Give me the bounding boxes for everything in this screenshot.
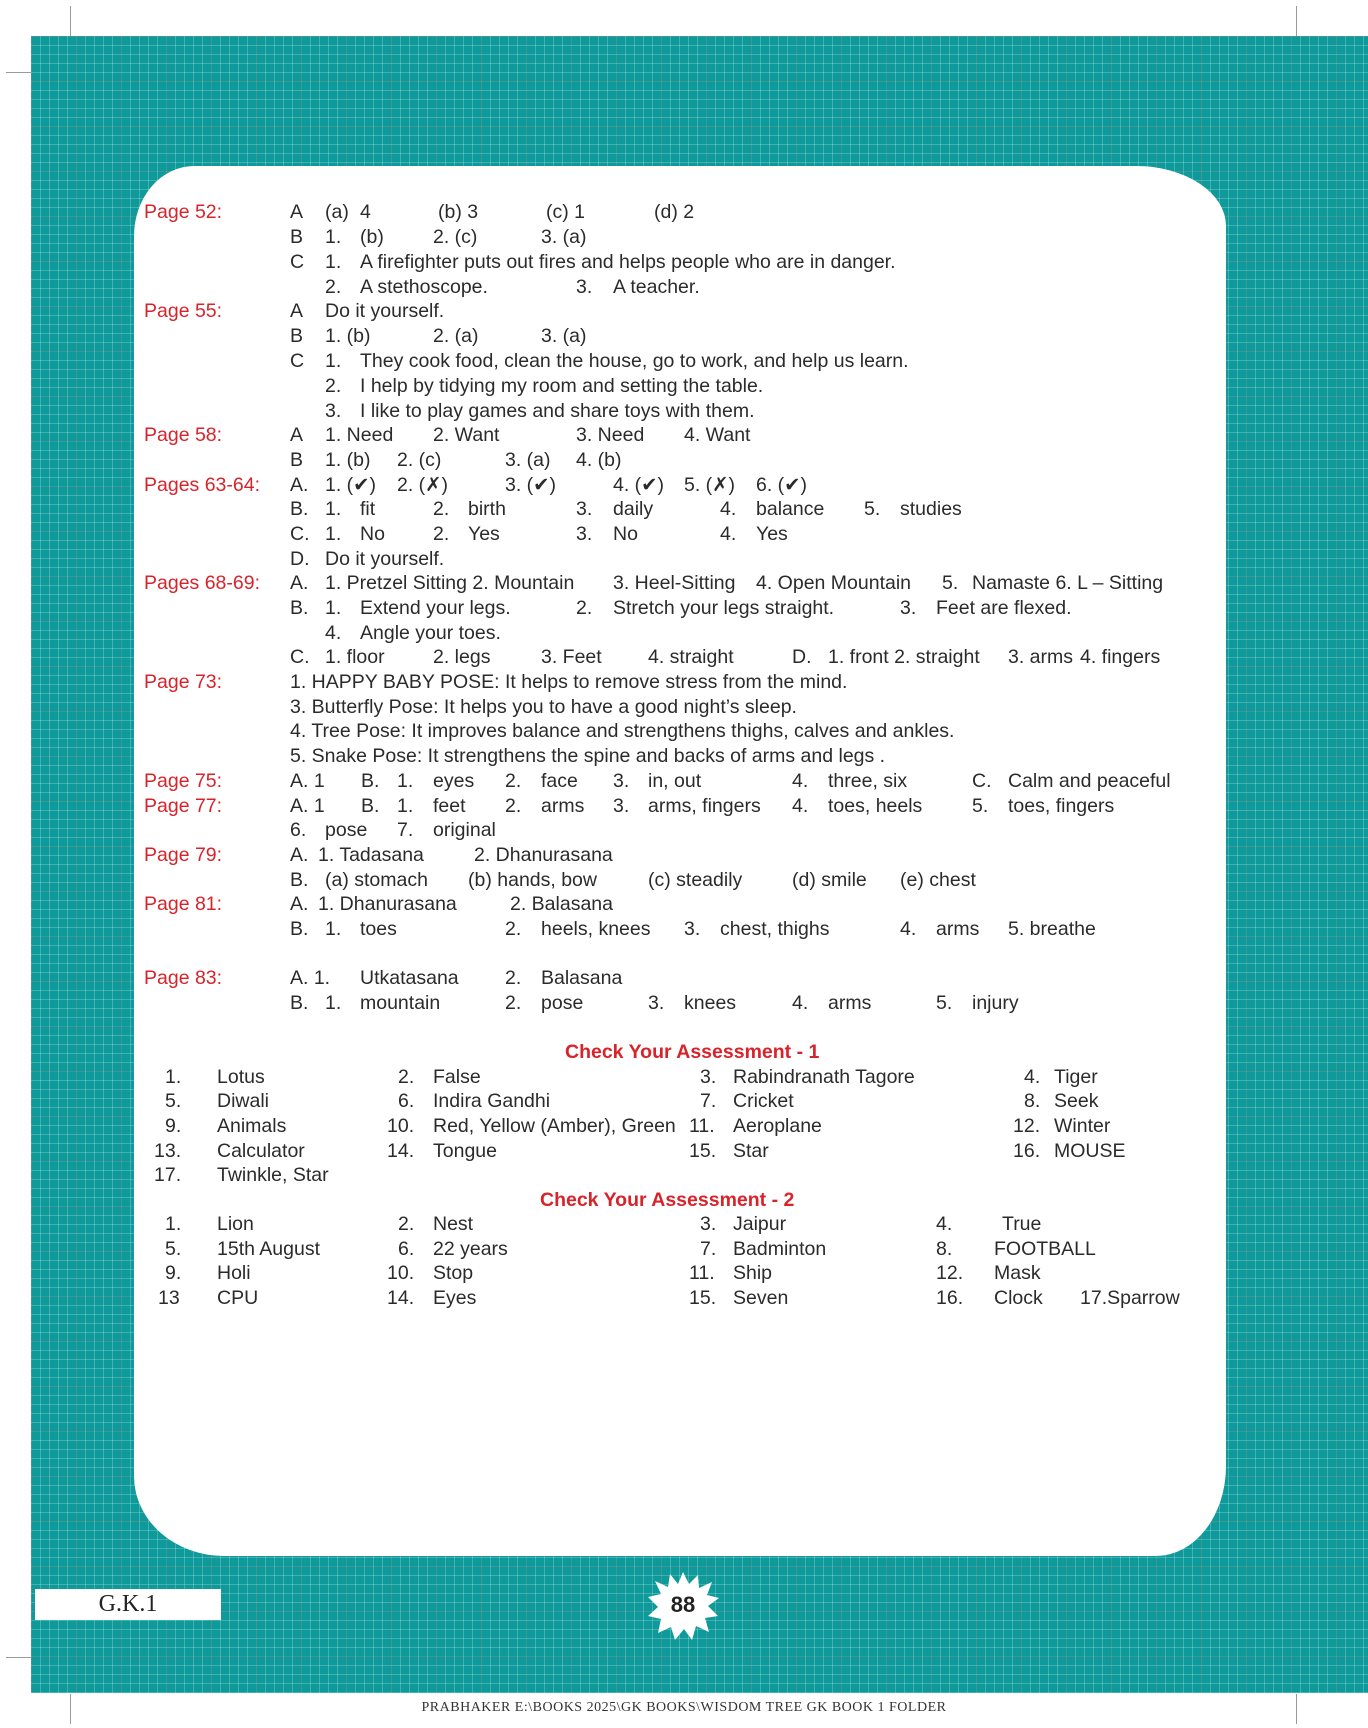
answer-cell: arms, fingers (648, 795, 761, 817)
print-line: PRABHAKER E:\BOOKS 2025\GK BOOKS\WISDOM TREE GK BOOK 1 FOLDER (421, 1700, 947, 1715)
answer-cell: 2. (325, 375, 342, 397)
answer-cell: 5. (942, 572, 959, 594)
assessment-heading: Check Your Assessment - 2 (540, 1189, 795, 1211)
answer-cell: 3. (613, 770, 630, 792)
answer-cell: balance (756, 498, 825, 520)
answer-cell: A (290, 424, 304, 446)
answer-cell: Winter (1054, 1115, 1111, 1137)
answer-cell: Seek (1054, 1090, 1099, 1112)
answer-cell: 3. (576, 498, 593, 520)
answer-cell: Indira Gandhi (433, 1090, 551, 1112)
answer-cell: 16. (1013, 1140, 1041, 1162)
answer-cell: Extend your legs. (360, 597, 511, 619)
book-label: G.K.1 (35, 1589, 221, 1620)
answer-cell: 1. (325, 992, 342, 1014)
answer-cell: 2. (505, 992, 522, 1014)
answer-cell: 5. (165, 1238, 182, 1260)
answer-cell: 4. Want (684, 424, 751, 446)
answer-cell: 9. (165, 1262, 182, 1284)
answer-cell: Twinkle, Star (217, 1164, 329, 1186)
assessment-heading: Check Your Assessment - 1 (565, 1041, 820, 1063)
answer-cell: A. (290, 844, 309, 866)
answer-cell: 6. (✔) (756, 474, 808, 496)
answer-cell: 1. (325, 350, 342, 372)
answer-cell: Eyes (433, 1287, 477, 1309)
answer-cell: C. (290, 523, 310, 545)
answer-cell: A stethoscope. (360, 276, 488, 298)
answer-cell: 3. arms (1008, 646, 1074, 668)
answer-cell: 2. (433, 498, 450, 520)
answer-cell: A. (290, 893, 309, 915)
answer-cell: arms (936, 918, 980, 940)
answer-cell: 2. legs (433, 646, 491, 668)
answer-cell: 22 years (433, 1238, 508, 1260)
answer-cell: C. (290, 646, 310, 668)
answer-cell: Clock (994, 1287, 1043, 1309)
page-label: Page 73: (144, 671, 223, 693)
answer-cell: B (290, 226, 304, 248)
answer-cell: 2. (505, 795, 522, 817)
answer-cell: 13 (158, 1287, 180, 1309)
answer-cell: birth (468, 498, 506, 520)
answer-cell: True (1002, 1213, 1042, 1235)
crop-mark (1296, 6, 1297, 36)
answer-cell: 2. (505, 967, 522, 989)
answer-cell: 7. (700, 1238, 717, 1260)
answer-cell: 3. Feet (541, 646, 602, 668)
answer-cell: 13. (154, 1140, 182, 1162)
answer-cell: A firefighter puts out fires and helps people who are in danger. (360, 251, 896, 273)
answer-cell: 1. Dhanurasana (318, 893, 457, 915)
answer-cell: 14. (387, 1140, 415, 1162)
answer-cell: A. (290, 474, 309, 496)
answer-cell: 3. (✔) (505, 474, 557, 496)
answer-cell: 12. (1013, 1115, 1041, 1137)
answer-cell: (d) smile (792, 869, 867, 891)
answer-cell: Star (733, 1140, 769, 1162)
answer-cell: 1. (b) (325, 325, 371, 347)
answer-cell: arms (541, 795, 585, 817)
answer-cell: Stop (433, 1262, 474, 1284)
answer-cell: No (613, 523, 638, 545)
answer-cell: Diwali (217, 1090, 270, 1112)
answer-cell: B. (290, 992, 309, 1014)
answer-cell: 16. (936, 1287, 964, 1309)
answer-cell: 5. (✗) (684, 474, 736, 496)
answer-cell: Ship (733, 1262, 773, 1284)
answer-cell: B. (290, 869, 309, 891)
answer-cell: Stretch your legs straight. (613, 597, 835, 619)
answer-cell: A (290, 300, 304, 322)
answer-cell: 3. Need (576, 424, 645, 446)
answer-cell: 3. (a) (541, 325, 587, 347)
answer-cell: 4. Open Mountain (756, 572, 912, 594)
answer-cell: 8. (936, 1238, 953, 1260)
answer-cell: toes, fingers (1008, 795, 1115, 817)
answer-cell: 2. (505, 770, 522, 792)
answer-cell: D. (290, 548, 310, 570)
answer-cell: 5. Snake Pose: It strengthens the spine and backs of arms and legs . (290, 745, 886, 767)
answer-cell: Jaipur (733, 1213, 787, 1235)
answer-cell: B. (290, 918, 309, 940)
answer-cell: Badminton (733, 1238, 827, 1260)
answer-cell: 4. (325, 622, 342, 644)
page-label: Page 55: (144, 300, 223, 322)
answer-cell: 15th August (217, 1238, 321, 1260)
answer-cell: 1. front 2. straight (828, 646, 980, 668)
answer-cell: (a) stomach (325, 869, 428, 891)
answer-cell: toes (360, 918, 397, 940)
answer-cell: Utkatasana (360, 967, 459, 989)
answer-cell: 1. Tadasana (318, 844, 424, 866)
crop-mark (70, 6, 71, 36)
answer-cell: False (433, 1066, 481, 1088)
answer-cell: 15. (689, 1140, 717, 1162)
answer-cell: MOUSE (1054, 1140, 1126, 1162)
answer-cell: original (433, 819, 496, 841)
answer-cell: Animals (217, 1115, 287, 1137)
answer-cell: 2. (a) (433, 325, 479, 347)
answer-cell: 1. Need (325, 424, 394, 446)
answer-cell: They cook food, clean the house, go to work, and help us learn. (360, 350, 909, 372)
answer-cell: 6. (398, 1238, 415, 1260)
answer-cell: 15. (689, 1287, 717, 1309)
answer-cell: Cricket (733, 1090, 794, 1112)
answer-cell: pose (325, 819, 368, 841)
answer-cell: 1. (165, 1213, 182, 1235)
answer-cell: 5. (972, 795, 989, 817)
answer-cell: 4. (720, 498, 737, 520)
answer-cell: 2. (505, 918, 522, 940)
answer-cell: 1. floor (325, 646, 385, 668)
answer-cell: CPU (217, 1287, 259, 1309)
answer-cell: Rabindranath Tagore (733, 1066, 915, 1088)
answer-cell: 1. HAPPY BABY POSE: It helps to remove stress from the mind. (290, 671, 848, 693)
answer-cell: 1. (165, 1066, 182, 1088)
answer-cell: 3. (613, 795, 630, 817)
page-label: Page 83: (144, 967, 223, 989)
page-label: Page 79: (144, 844, 223, 866)
answer-cell: 4. fingers (1080, 646, 1161, 668)
answer-cell: 3. (700, 1066, 717, 1088)
answer-cell: 2. (398, 1066, 415, 1088)
answer-cell: 6. (398, 1090, 415, 1112)
answer-cell: 1. (325, 498, 342, 520)
answer-cell: 1. (397, 795, 414, 817)
answer-cell: 1. (b) (325, 449, 371, 471)
answer-cell: 10. (387, 1115, 415, 1137)
answer-cell: (e) chest (900, 869, 976, 891)
answer-cell: 9. (165, 1115, 182, 1137)
answer-cell: A. 1 (290, 770, 325, 792)
answer-cell: 4. (900, 918, 917, 940)
answer-cell: 2. (✗) (397, 474, 449, 496)
page-label: Page 81: (144, 893, 223, 915)
answer-cell: 1. (397, 770, 414, 792)
answer-cell: 10. (387, 1262, 415, 1284)
answer-cell: Calm and peaceful (1008, 770, 1171, 792)
answer-cell: 1. (325, 226, 342, 248)
answer-cell: 1. (325, 918, 342, 940)
answer-cell: 3. Butterfly Pose: It helps you to have a good night’s sleep. (290, 696, 797, 718)
answer-cell: daily (613, 498, 654, 520)
answer-cell: Feet are flexed. (936, 597, 1072, 619)
answer-cell: 17. (154, 1164, 182, 1186)
answer-cell: eyes (433, 770, 475, 792)
answer-cell: 1. (325, 251, 342, 273)
answer-cell: (b) (360, 226, 384, 248)
answer-cell: (b) 3 (438, 201, 479, 223)
answer-cell: D. (792, 646, 812, 668)
answer-cell: 3. (a) (541, 226, 587, 248)
page-number: 88 (670, 1592, 696, 1617)
answer-cell: Yes (468, 523, 500, 545)
answer-cell: 8. (1024, 1090, 1041, 1112)
answer-cell: mountain (360, 992, 441, 1014)
answer-cell: FOOTBALL (994, 1238, 1096, 1260)
answer-cell: 4. (792, 770, 809, 792)
answer-cell: Do it yourself. (325, 300, 445, 322)
answer-cell: 4. (720, 523, 737, 545)
answer-cell: Red, Yellow (Amber), Green (433, 1115, 676, 1137)
answer-cell: A. (290, 572, 309, 594)
answer-cell: 2. Dhanurasana (474, 844, 613, 866)
answer-cell: 3. (a) (505, 449, 551, 471)
answer-cell: Do it yourself. (325, 548, 445, 570)
answer-cell: 5. breathe (1008, 918, 1096, 940)
answer-cell: 7. (700, 1090, 717, 1112)
answer-cell: toes, heels (828, 795, 923, 817)
answer-cell: B. (290, 597, 309, 619)
answer-cell: 3. Heel-Sitting (613, 572, 736, 594)
answer-cell: 4. (✔) (613, 474, 665, 496)
answer-cell: B (290, 449, 304, 471)
answer-cell: 5. (165, 1090, 182, 1112)
answer-cell: Mask (994, 1262, 1041, 1284)
answer-cell: 6. (290, 819, 307, 841)
answer-cell: 3. (900, 597, 917, 619)
page-label: Page 58: (144, 424, 223, 446)
answer-cell: 5. (936, 992, 953, 1014)
answer-cell: I like to play games and share toys with them. (360, 400, 755, 422)
answer-cell: B. (290, 498, 309, 520)
answer-cell: Lotus (217, 1066, 265, 1088)
answer-cell: I help by tidying my room and setting the table. (360, 375, 764, 397)
answer-cell: chest, thighs (720, 918, 830, 940)
answer-cell: Tongue (433, 1140, 497, 1162)
answer-cell: Balasana (541, 967, 623, 989)
answer-cell: 4. Tree Pose: It improves balance and strengthens thighs, calves and ankles. (290, 720, 955, 742)
answer-cell: fit (360, 498, 376, 520)
answer-cell: face (541, 770, 578, 792)
answer-cell: 2. (576, 597, 593, 619)
answer-cell: 1. Pretzel Sitting 2. Mountain (325, 572, 575, 594)
answer-cell: injury (972, 992, 1019, 1014)
answer-cell: 4. (1024, 1066, 1041, 1088)
answer-cell: pose (541, 992, 584, 1014)
answer-cell: heels, knees (541, 918, 651, 940)
answer-cell: 11. (689, 1262, 715, 1284)
answer-cell: 11. (689, 1115, 715, 1137)
answer-cell: (c) 1 (546, 201, 585, 223)
answer-cell: 3. (684, 918, 701, 940)
answer-cell: 12. (936, 1262, 964, 1284)
answer-cell: 4. (936, 1213, 953, 1235)
answer-cell: 1. (325, 523, 342, 545)
answer-cell: 1. (325, 597, 342, 619)
answer-cell: A (290, 201, 304, 223)
answer-cell: 2. (398, 1213, 415, 1235)
answer-cell: Angle your toes. (360, 622, 501, 644)
answer-cell: Holi (217, 1262, 251, 1284)
answer-cell: A. 1. (290, 967, 331, 989)
answer-cell: Namaste 6. L – Sitting (972, 572, 1164, 594)
answer-cell: (d) 2 (654, 201, 695, 223)
answer-cell: in, out (648, 770, 702, 792)
answer-cell: 17.Sparrow (1080, 1287, 1180, 1309)
answer-cell: 4. (b) (576, 449, 622, 471)
answer-cell: No (360, 523, 385, 545)
answer-cell: 4. (792, 795, 809, 817)
page-label: Pages 63-64: (144, 474, 261, 496)
answer-cell: three, six (828, 770, 908, 792)
answer-cell: 3. (576, 523, 593, 545)
answer-cell: (b) hands, bow (468, 869, 597, 891)
page-label: Page 77: (144, 795, 223, 817)
answer-cell: 2. Balasana (510, 893, 613, 915)
answer-cell: 2. (c) (397, 449, 442, 471)
answer-cell: 1. (✔) (325, 474, 377, 496)
answer-cell: C (290, 251, 305, 273)
answer-cell: 3. (700, 1213, 717, 1235)
answer-cell: 4 (360, 201, 371, 223)
answer-cell: Nest (433, 1213, 474, 1235)
answer-cell: 3. (325, 400, 342, 422)
answer-cell: studies (900, 498, 962, 520)
answer-cell: C (290, 350, 305, 372)
answer-cell: A teacher. (613, 276, 700, 298)
answer-cell: B. (361, 795, 380, 817)
page-label: Pages 68-69: (144, 572, 261, 594)
answer-cell: (a) (325, 201, 349, 223)
answer-cell: (c) steadily (648, 869, 743, 891)
answer-cell: B. (361, 770, 380, 792)
answer-cell: 4. (792, 992, 809, 1014)
answer-cell: feet (433, 795, 466, 817)
answer-cell: Calculator (217, 1140, 305, 1162)
answer-cell: 3. (648, 992, 665, 1014)
answer-cell: A. 1 (290, 795, 325, 817)
answer-cell: Lion (217, 1213, 254, 1235)
answer-cell: 4. straight (648, 646, 734, 668)
answer-cell: 2. (433, 523, 450, 545)
answer-cell: 5. (864, 498, 881, 520)
answer-cell: 2. (325, 276, 342, 298)
answer-cell: knees (684, 992, 737, 1014)
answer-cell: C. (972, 770, 992, 792)
answer-cell: 2. (c) (433, 226, 478, 248)
answer-cell: 7. (397, 819, 414, 841)
answer-cell: Tiger (1054, 1066, 1098, 1088)
answer-cell: 14. (387, 1287, 415, 1309)
page-label: Page 52: (144, 201, 223, 223)
answer-cell: B (290, 325, 304, 347)
answer-cell: 2. Want (433, 424, 500, 446)
answer-cell: Aeroplane (733, 1115, 822, 1137)
page-label: Page 75: (144, 770, 223, 792)
answer-cell: 3. (576, 276, 593, 298)
answer-cell: arms (828, 992, 872, 1014)
answer-cell: Yes (756, 523, 788, 545)
answer-cell: Seven (733, 1287, 789, 1309)
